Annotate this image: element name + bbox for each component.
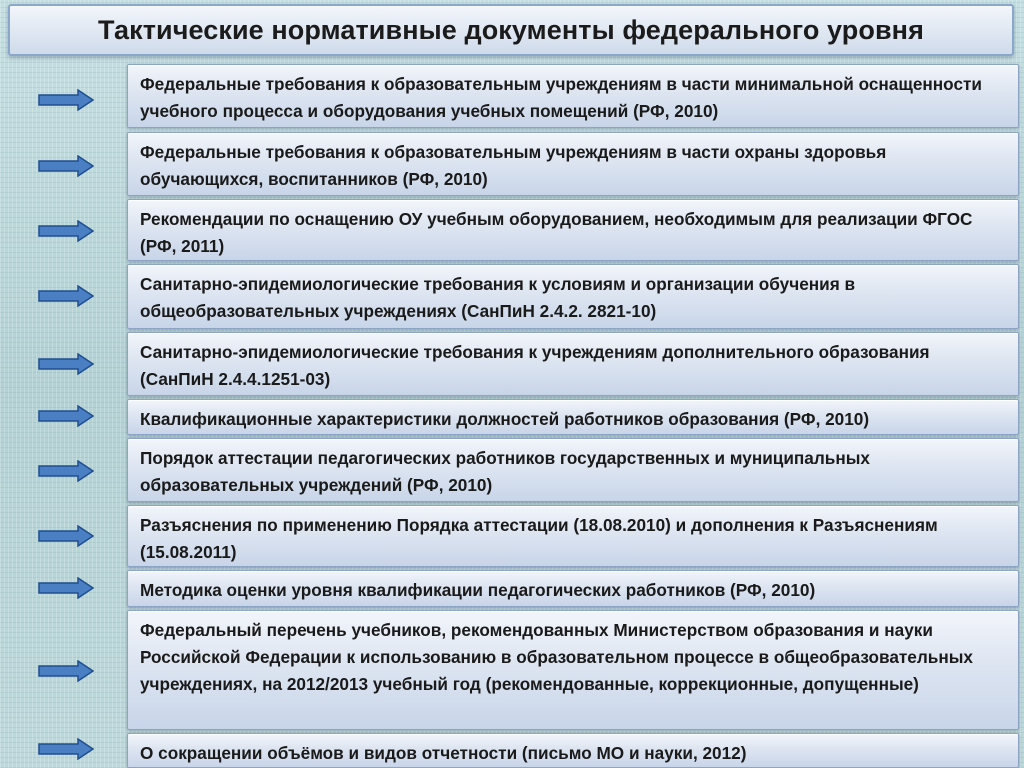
title-bar	[8, 4, 1014, 56]
document-box: Федеральные требования к образовательным учреждениям в части минимальной оснащенности учебного процесса и оборудования учебных помещений (РФ, 2010)	[127, 64, 1019, 128]
document-box: О сокращении объёмов и видов отчетности (письмо МО и науки, 2012)	[127, 733, 1019, 768]
document-box: Федеральный перечень учебников, рекомендованных Министерством образования и науки Российской Федерации к использованию в образовательном процессе в общеобразовательных учреждениях, на 2012/2013 учебный год (рекомендованные, коррекционные, допущенные)	[127, 610, 1019, 730]
document-box: Квалификационные характеристики должностей работников образования (РФ, 2010)	[127, 399, 1019, 435]
document-box: Рекомендации по оснащению ОУ учебным оборудованием, необходимым для реализации ФГОС (РФ, 2011)	[127, 199, 1019, 261]
document-box: Методика оценки уровня квалификации педагогических работников (РФ, 2010)	[127, 570, 1019, 607]
right-arrow-icon	[38, 353, 94, 375]
right-arrow-icon	[38, 660, 94, 682]
right-arrow-icon	[38, 155, 94, 177]
document-box: Санитарно-эпидемиологические требования к условиям и организации обучения в общеобразовательных учреждениях (СанПиН 2.4.2. 2821-10)	[127, 264, 1019, 329]
document-box: Разъяснения по применению Порядка аттестации (18.08.2010) и дополнения к Разъяснениям (15.08.2011)	[127, 505, 1019, 567]
right-arrow-icon	[38, 285, 94, 307]
slide-title: Тактические нормативные документы федерального уровня	[98, 14, 924, 45]
right-arrow-icon	[38, 738, 94, 760]
document-box: Порядок аттестации педагогических работников государственных и муниципальных образовательных учреждений (РФ, 2010)	[127, 438, 1019, 502]
document-box: Санитарно-эпидемиологические требования к учреждениям дополнительного образования (СанПиН 2.4.4.1251-03)	[127, 332, 1019, 396]
right-arrow-icon	[38, 525, 94, 547]
right-arrow-icon	[38, 405, 94, 427]
document-box: Федеральные требования к образовательным учреждениям в части охраны здоровья обучающихся, воспитанников (РФ, 2010)	[127, 132, 1019, 196]
right-arrow-icon	[38, 220, 94, 242]
right-arrow-icon	[38, 460, 94, 482]
right-arrow-icon	[38, 89, 94, 111]
right-arrow-icon	[38, 577, 94, 599]
